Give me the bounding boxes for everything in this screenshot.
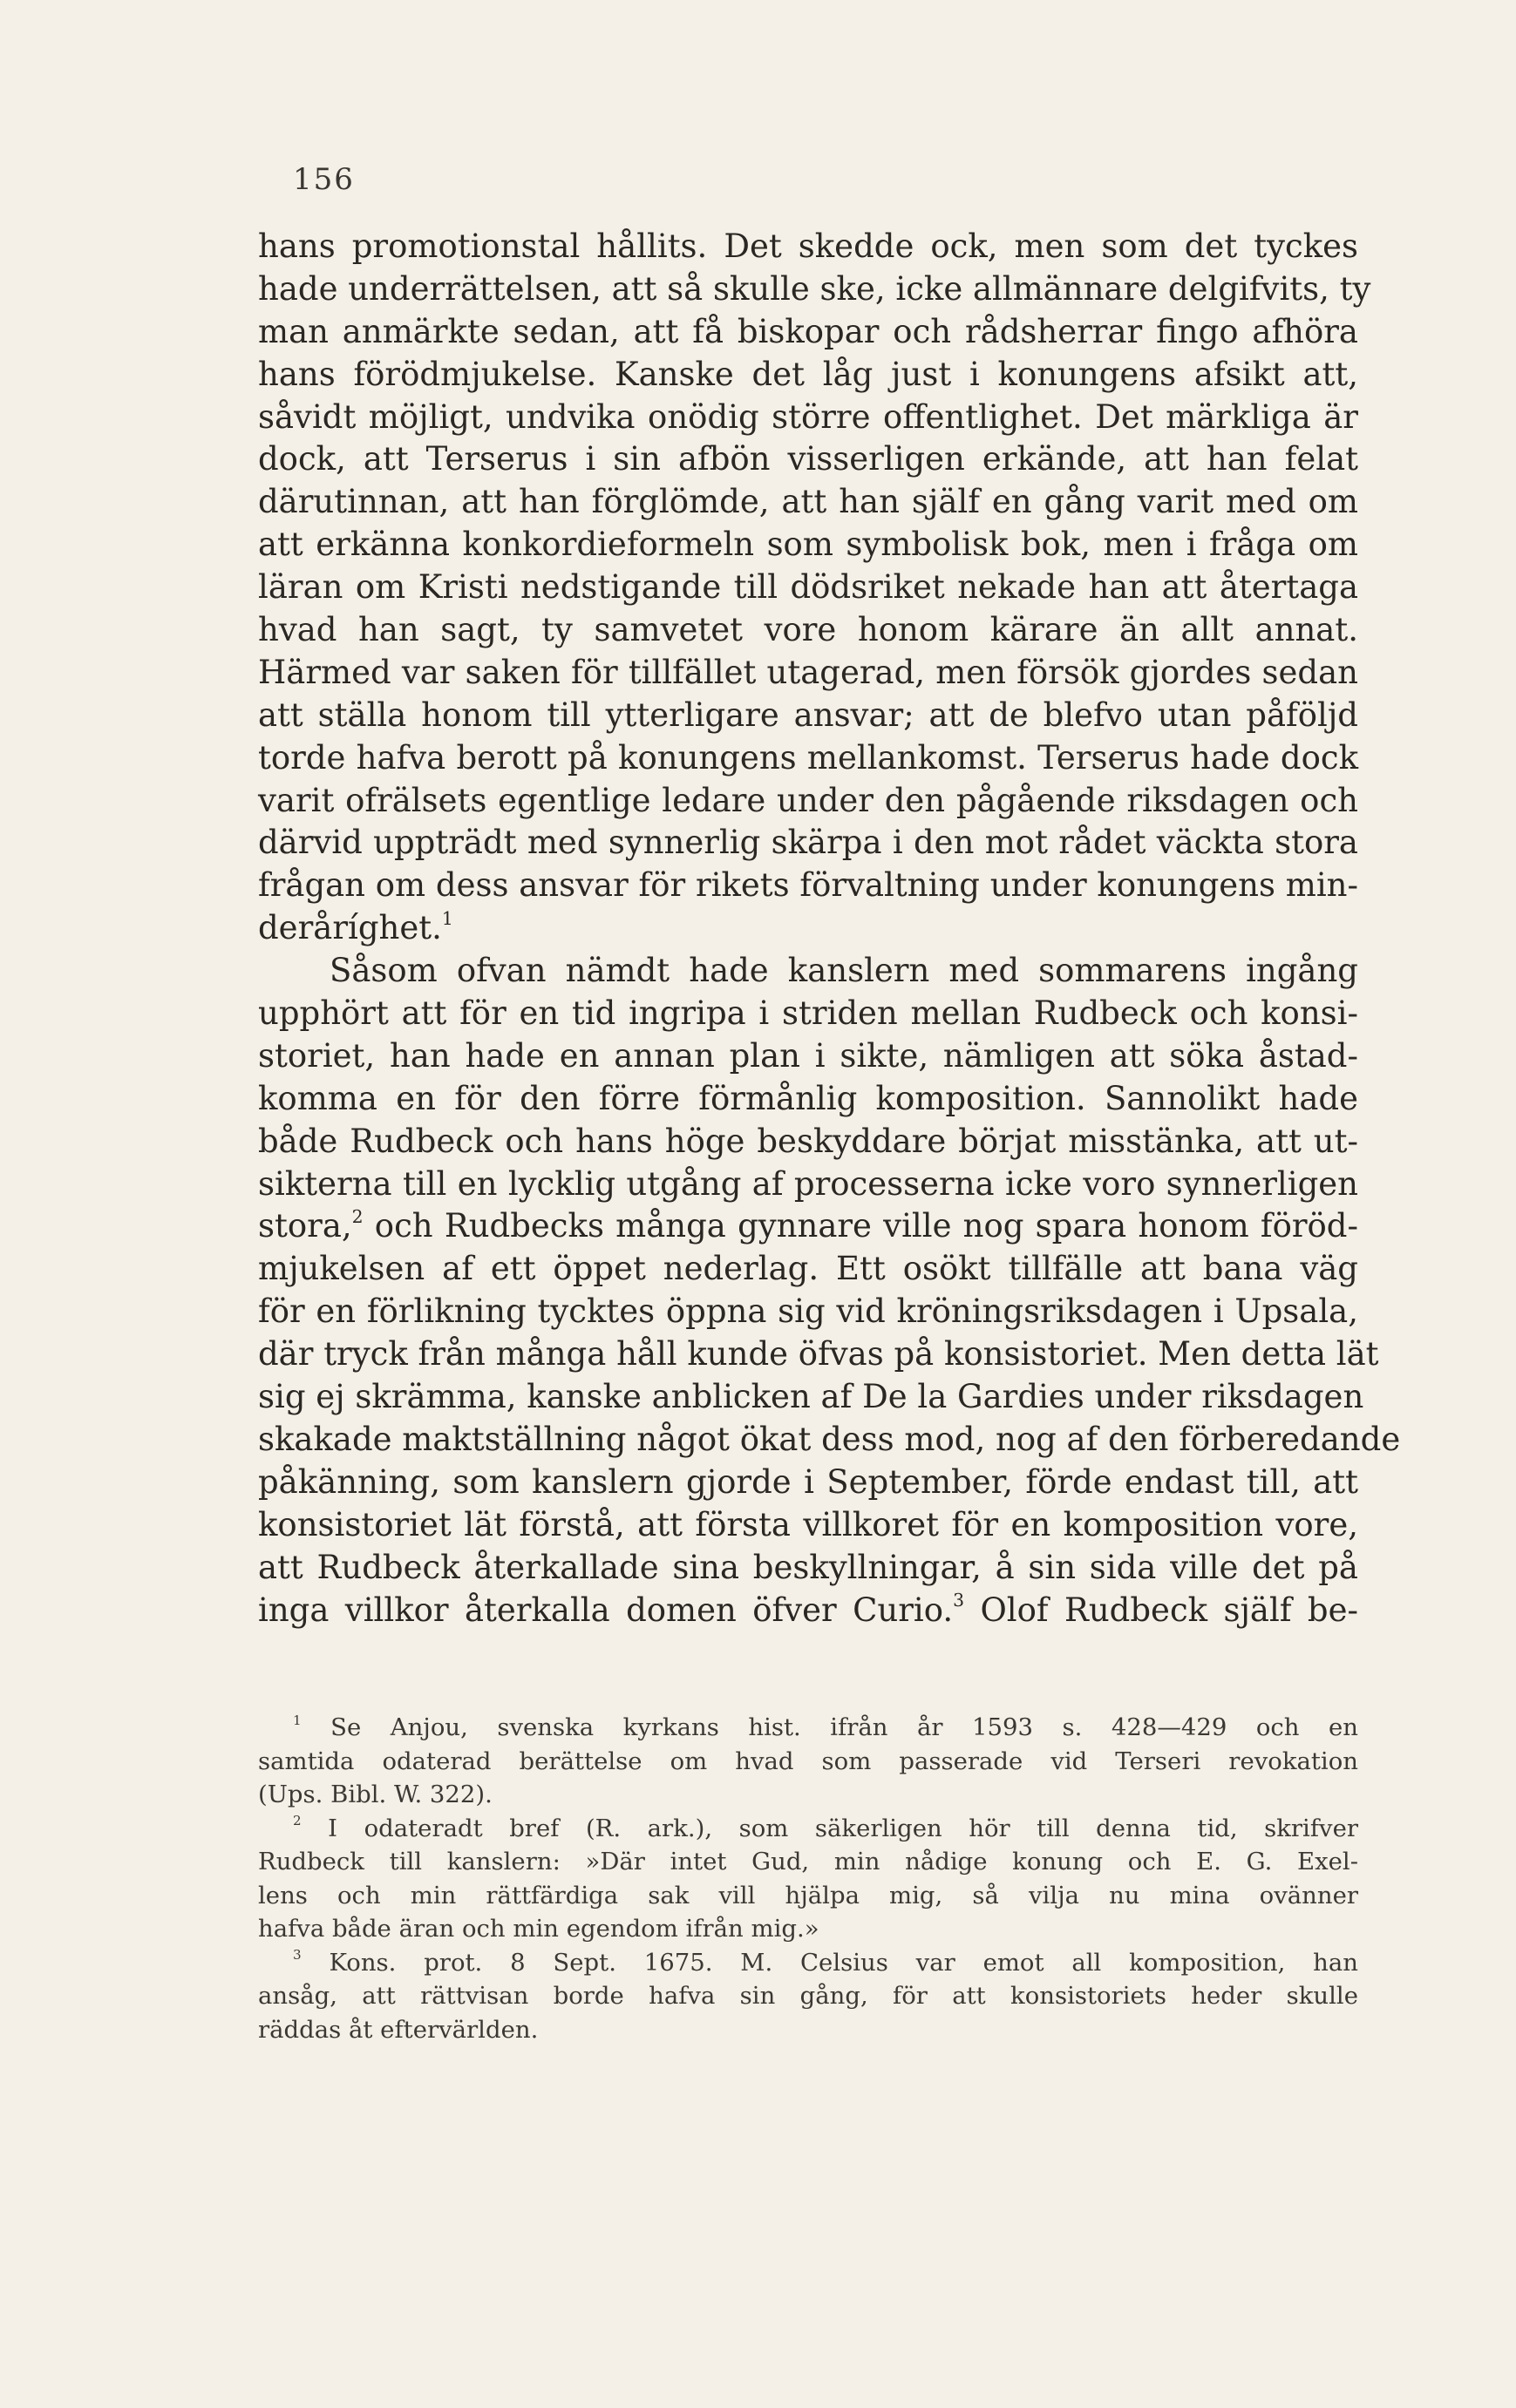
text-line: varit ofrälsets egentlige ledare under den pågående riksdagen och bbox=[258, 781, 1358, 819]
footnote-line: (Ups. Bibl. W. 322). bbox=[258, 1781, 493, 1808]
text-line: sig ej skrämma, kanske anblicken af De la Gardies under riksdagen bbox=[258, 1378, 1364, 1416]
text-line: hade underrättelsen, att så skulle ske, icke allmännare delgifvits, ty bbox=[258, 269, 1371, 308]
text-line: sikterna till en lycklig utgång af processerna icke voro synnerligen bbox=[258, 1164, 1358, 1203]
text-line: hans promotionstal hållits. Det skedde ock, men som det tyckes bbox=[258, 227, 1358, 265]
text-line: torde hafva berott på konungens mellankomst. Terserus hade dock bbox=[258, 738, 1358, 777]
text-line bbox=[258, 1205, 1358, 1248]
footnote-text: Se Anjou, svenska kyrkans hist. ifrån år 1593 s. 428—429 och en bbox=[330, 1713, 1358, 1741]
text-fragment: deråríghet. bbox=[258, 909, 442, 947]
text-line: upphört att för en tid ingripa i striden mellan Rudbeck och konsi- bbox=[258, 994, 1358, 1033]
footnote-text: Kons. prot. 8 Sept. 1675. M. Celsius var emot all komposition, han bbox=[329, 1948, 1358, 1977]
footnote-line: hafva både äran och min egendom ifrån mig.» bbox=[258, 1915, 819, 1943]
text-line: för en förlikning tycktes öppna sig vid kröningsriksdagen i Upsala, bbox=[258, 1292, 1358, 1331]
footnote-marker: 2 bbox=[351, 1206, 364, 1228]
text-fragment: och Rudbecks många gynnare ville nog spara honom föröd- bbox=[363, 1207, 1358, 1245]
footnote-number: 3 bbox=[293, 1947, 302, 1964]
text-line: där tryck från många håll kunde öfvas på konsistoriet. Men detta lät bbox=[258, 1335, 1379, 1374]
footnote-text: I odateradt bref (R. ark.), som säkerligen hör till denna tid, skrifver bbox=[328, 1814, 1358, 1842]
footnotes bbox=[258, 1711, 1358, 2046]
paragraph-start-line: Såsom ofvan nämdt hade kanslern med sommarens ingång bbox=[330, 952, 1358, 990]
text-line: både Rudbeck och hans höge beskyddare börjat misstänka, att ut- bbox=[258, 1122, 1358, 1160]
text-line: konsistoriet lät förstå, att första villkoret för en komposition vore, bbox=[258, 1505, 1358, 1543]
text-fragment: Olof Rudbeck själf be- bbox=[964, 1591, 1358, 1629]
footnote-marker: 3 bbox=[953, 1590, 965, 1611]
text-line: påkänning, som kanslern gjorde i September, förde endast till, att bbox=[258, 1462, 1358, 1501]
footnote-number: 2 bbox=[293, 1813, 302, 1829]
text-line: läran om Kristi nedstigande till dödsriket nekade han att återtaga bbox=[258, 568, 1358, 607]
footnote-line: samtida odaterad berättelse om hvad som passerade vid Terseri revokation bbox=[258, 1747, 1358, 1775]
text-line: att Rudbeck återkallade sina beskyllningar, å sin sida ville det på bbox=[258, 1548, 1358, 1586]
footnote-line: ansåg, att rättvisan borde hafva sin gång, för att konsistoriets heder skulle bbox=[258, 1982, 1358, 2010]
text-line: Härmed var saken för tillfället utagerad, men försök gjordes sedan bbox=[258, 653, 1358, 691]
footnote-line: räddas åt eftervärlden. bbox=[258, 2015, 539, 2044]
text-line: därutinnan, att han förglömde, att han själf en gång varit med om bbox=[258, 483, 1358, 521]
text-line: hvad han sagt, ty samvetet vore honom kärare än allt annat. bbox=[258, 611, 1358, 649]
text-line bbox=[258, 907, 1358, 950]
text-line: skakade maktställning något ökat dess mod, nog af den förberedande bbox=[258, 1420, 1401, 1458]
text-line: att ställa honom till ytterligare ansvar; att de blefvo utan påföljd bbox=[258, 695, 1358, 734]
main-text bbox=[258, 226, 1401, 1631]
text-line: att erkänna konkordieformeln som symbolisk bok, men i fråga om bbox=[258, 526, 1358, 564]
footnote-line: lens och min rättfärdiga sak vill hjälpa mig, så vilja nu mina ovänner bbox=[258, 1881, 1358, 1909]
text-line: mjukelsen af ett öppet nederlag. Ett osökt tillfälle att bana väg bbox=[258, 1250, 1358, 1288]
footnote-line bbox=[258, 1812, 1358, 1846]
page-number: 156 bbox=[293, 162, 355, 197]
text-line bbox=[258, 1590, 1358, 1632]
text-line: storiet, han hade en annan plan i sikte, nämligen att söka åstad- bbox=[258, 1036, 1358, 1075]
text-line: därvid uppträdt med synnerlig skärpa i den mot rådet väckta stora bbox=[258, 824, 1358, 862]
text-fragment: stora, bbox=[258, 1207, 352, 1245]
footnote-line bbox=[258, 1711, 1358, 1745]
text-line: hans förödmjukelse. Kanske det låg just i konungens afsikt att, bbox=[258, 355, 1358, 393]
text-line: såvidt möjligt, undvika onödig större offentlighet. Det märkliga är bbox=[258, 397, 1358, 436]
footnote-line: Rudbeck till kanslern: »Där intet Gud, min nådige konung och E. G. Exel- bbox=[258, 1848, 1358, 1876]
footnote-marker: 1 bbox=[441, 907, 453, 929]
text-line: komma en för den förre förmånlig komposition. Sannolikt hade bbox=[258, 1079, 1358, 1117]
footnote-number: 1 bbox=[293, 1712, 302, 1728]
text-line: dock, att Terserus i sin afbön visserligen erkände, att han felat bbox=[258, 440, 1358, 478]
text-fragment: inga villkor återkalla domen öfver Curio. bbox=[258, 1591, 954, 1629]
text-line: man anmärkte sedan, att få biskopar och rådsherrar fingo afhöra bbox=[258, 312, 1358, 350]
footnote-line bbox=[258, 1946, 1358, 1980]
text-line: frågan om dess ansvar för rikets förvaltning under konungens min- bbox=[258, 866, 1358, 905]
